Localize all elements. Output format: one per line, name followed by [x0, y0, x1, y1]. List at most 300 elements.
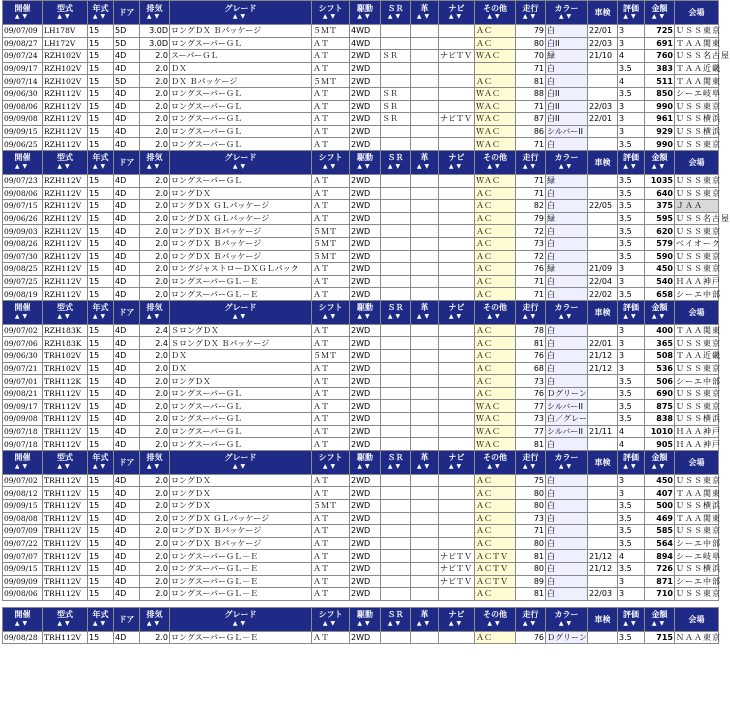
- cell-sr: [381, 588, 411, 601]
- sort-arrows-icon[interactable]: ▲▼: [522, 162, 539, 170]
- sort-arrows-icon[interactable]: ▲▼: [651, 13, 668, 20]
- cell-km: 72: [516, 250, 546, 263]
- cell-year: 15: [88, 37, 114, 50]
- cell-leather: [411, 562, 439, 575]
- cell-sr: [381, 25, 411, 38]
- cell-navi: [439, 275, 475, 288]
- cell-score: 3.5: [618, 562, 645, 575]
- cell-disp: 2.0: [140, 400, 170, 413]
- table-row[interactable]: [3, 75, 719, 88]
- sort-arrows-icon[interactable]: ▲▼: [14, 462, 31, 470]
- sort-arrows-icon[interactable]: ▲▼: [322, 13, 339, 20]
- cell-score: 3.5: [618, 387, 645, 400]
- cell-shift: ５ＭＴ: [312, 250, 350, 263]
- column-header-price[interactable]: [645, 607, 675, 631]
- column-header-model[interactable]: [43, 607, 88, 631]
- sort-arrows-icon[interactable]: ▲▼: [57, 13, 73, 20]
- column-header-date[interactable]: [3, 1, 43, 25]
- cell-year: 15: [88, 174, 114, 187]
- column-header-shift[interactable]: [312, 1, 350, 25]
- table-row[interactable]: [3, 362, 719, 375]
- column-header-navi[interactable]: [439, 607, 475, 631]
- column-header-date[interactable]: [3, 450, 43, 474]
- cell-door: 4D: [114, 337, 140, 350]
- sort-arrows-icon[interactable]: ▲▼: [146, 462, 163, 470]
- column-header-navi[interactable]: [439, 450, 475, 474]
- column-header-hall: [675, 607, 719, 631]
- cell-model: RZH112V: [43, 263, 88, 276]
- cell-leather: [411, 50, 439, 63]
- cell-shift: ＡＴ: [312, 562, 350, 575]
- cell-sr: [381, 387, 411, 400]
- column-header-other[interactable]: [475, 150, 516, 174]
- sort-arrows-icon[interactable]: ▲▼: [522, 462, 539, 470]
- column-label: ナビ: [448, 303, 465, 313]
- column-header-km[interactable]: [516, 1, 546, 25]
- cell-score: 3.5: [618, 500, 645, 513]
- cell-shift: ＡＴ: [312, 87, 350, 100]
- column-header-km[interactable]: [516, 300, 546, 324]
- sort-arrows-icon[interactable]: ▲▼: [92, 312, 109, 320]
- cell-shift: ＡＴ: [312, 400, 350, 413]
- cell-sr: [381, 512, 411, 525]
- cell-year: 15: [88, 225, 114, 238]
- cell-leather: [411, 337, 439, 350]
- sort-arrows-icon[interactable]: ▲▼: [448, 619, 465, 627]
- cell-price: 375: [645, 200, 675, 213]
- sort-arrows-icon[interactable]: ▲▼: [558, 13, 575, 20]
- sort-arrows-icon[interactable]: ▲▼: [14, 162, 31, 170]
- column-header-score[interactable]: [618, 607, 645, 631]
- column-header-disp[interactable]: [140, 300, 170, 324]
- sort-arrows-icon[interactable]: ▲▼: [232, 462, 249, 470]
- column-header-model[interactable]: [43, 450, 88, 474]
- column-header-date[interactable]: [3, 607, 43, 631]
- cell-disp: 2.0: [140, 225, 170, 238]
- sort-arrows-icon[interactable]: ▲▼: [92, 162, 109, 170]
- table-row[interactable]: [3, 550, 719, 563]
- sort-arrows-icon[interactable]: ▲▼: [448, 462, 465, 470]
- cell-year: 15: [88, 87, 114, 100]
- cell-door: 4D: [114, 487, 140, 500]
- column-label: ＳＲ: [387, 303, 404, 313]
- column-header-shift[interactable]: [312, 607, 350, 631]
- column-header-year[interactable]: [88, 300, 114, 324]
- column-header-year[interactable]: [88, 607, 114, 631]
- cell-drive: 2WD: [350, 375, 381, 388]
- column-header-year[interactable]: [88, 450, 114, 474]
- column-header-grade[interactable]: [170, 300, 312, 324]
- table-row[interactable]: [3, 200, 719, 213]
- cell-leather: [411, 288, 439, 301]
- sort-arrows-icon[interactable]: ▲▼: [623, 462, 639, 470]
- table-row[interactable]: [3, 225, 719, 238]
- cell-drive: 2WD: [350, 474, 381, 487]
- cell-inspect: [588, 324, 618, 337]
- table-row[interactable]: [3, 275, 719, 288]
- cell-leather: [411, 550, 439, 563]
- cell-date: 09/09/15: [3, 562, 43, 575]
- cell-sr: ＳＲ: [381, 113, 411, 126]
- cell-other: ＷＡＣ: [475, 100, 516, 113]
- cell-sr: [381, 237, 411, 250]
- cell-km: 73: [516, 413, 546, 426]
- sort-arrows-icon[interactable]: ▲▼: [322, 162, 339, 170]
- column-header-model[interactable]: [43, 300, 88, 324]
- table-row[interactable]: [3, 474, 719, 487]
- column-header-sr[interactable]: [381, 150, 411, 174]
- column-label: 評価: [623, 153, 639, 163]
- column-header-km[interactable]: [516, 150, 546, 174]
- table-row[interactable]: [3, 537, 719, 550]
- cell-year: 15: [88, 400, 114, 413]
- column-header-sr[interactable]: [381, 450, 411, 474]
- cell-other: ＡＣ: [475, 200, 516, 213]
- sort-arrows-icon[interactable]: ▲▼: [357, 162, 373, 170]
- column-header-color[interactable]: [546, 150, 588, 174]
- cell-door: 4D: [114, 100, 140, 113]
- cell-drive: 4WD: [350, 25, 381, 38]
- sort-arrows-icon[interactable]: ▲▼: [387, 162, 404, 170]
- sort-arrows-icon[interactable]: ▲▼: [558, 462, 575, 470]
- cell-sr: [381, 212, 411, 225]
- cell-drive: 2WD: [350, 350, 381, 363]
- sort-arrows-icon[interactable]: ▲▼: [146, 162, 163, 170]
- column-header-score[interactable]: [618, 1, 645, 25]
- sort-arrows-icon[interactable]: ▲▼: [232, 312, 249, 320]
- column-header-color[interactable]: [546, 300, 588, 324]
- column-header-other[interactable]: [475, 607, 516, 631]
- cell-hall: ＵＳＳ東京: [676, 176, 721, 186]
- cell-hall: シーエ岐阜: [676, 89, 721, 99]
- sort-arrows-icon[interactable]: ▲▼: [387, 619, 404, 627]
- sort-arrows-icon[interactable]: ▲▼: [322, 312, 339, 320]
- cell-model: TRH112V: [43, 575, 88, 588]
- table-row[interactable]: [3, 400, 719, 413]
- cell-date: 09/08/19: [3, 288, 43, 301]
- cell-color: 白: [546, 237, 588, 250]
- table-row[interactable]: [3, 237, 719, 250]
- table-row[interactable]: [3, 425, 719, 438]
- cell-price: 620: [645, 225, 675, 238]
- table-row[interactable]: [3, 387, 719, 400]
- column-label: 車検: [594, 614, 611, 624]
- sort-arrows-icon[interactable]: ▲▼: [416, 619, 433, 627]
- table-row[interactable]: [3, 631, 719, 644]
- table-row[interactable]: [3, 174, 719, 187]
- sort-arrows-icon[interactable]: ▲▼: [416, 13, 433, 20]
- table-row[interactable]: [3, 337, 719, 350]
- column-header-disp[interactable]: [140, 1, 170, 25]
- column-label: 駆動: [357, 303, 373, 313]
- cell-score: 3.5: [618, 225, 645, 238]
- cell-other: ＡＣ: [475, 37, 516, 50]
- cell-sr: [381, 337, 411, 350]
- sort-arrows-icon[interactable]: ▲▼: [522, 13, 539, 20]
- column-header-grade[interactable]: [170, 1, 312, 25]
- sort-arrows-icon[interactable]: ▲▼: [623, 13, 639, 20]
- section-gap: [3, 600, 719, 607]
- table-row[interactable]: [3, 350, 719, 363]
- column-header-color[interactable]: [546, 607, 588, 631]
- column-header-leather[interactable]: [411, 300, 439, 324]
- column-header-drive[interactable]: [350, 150, 381, 174]
- cell-price: 365: [645, 337, 675, 350]
- sort-arrows-icon[interactable]: ▲▼: [558, 619, 575, 627]
- sort-arrows-icon[interactable]: ▲▼: [416, 162, 433, 170]
- cell-navi: [439, 37, 475, 50]
- column-header-disp[interactable]: [140, 450, 170, 474]
- sort-arrows-icon[interactable]: ▲▼: [387, 13, 404, 20]
- column-header-score[interactable]: [618, 300, 645, 324]
- cell-color: 白: [546, 350, 588, 363]
- table-row[interactable]: [3, 250, 719, 263]
- cell-inspect: 21/10: [588, 50, 618, 63]
- sort-arrows-icon[interactable]: ▲▼: [92, 619, 109, 627]
- table-row[interactable]: [3, 288, 719, 301]
- column-header-drive[interactable]: [350, 607, 381, 631]
- table-row[interactable]: [3, 138, 719, 151]
- sort-arrows-icon[interactable]: ▲▼: [14, 312, 31, 320]
- column-header-drive[interactable]: [350, 450, 381, 474]
- cell-disp: 2.0: [140, 550, 170, 563]
- cell-navi: [439, 500, 475, 513]
- cell-score: 3: [618, 337, 645, 350]
- sort-arrows-icon[interactable]: ▲▼: [522, 312, 539, 320]
- column-header-price[interactable]: [645, 450, 675, 474]
- sort-arrows-icon[interactable]: ▲▼: [357, 619, 373, 627]
- column-header-km[interactable]: [516, 450, 546, 474]
- cell-leather: [411, 400, 439, 413]
- header-row: [3, 607, 719, 631]
- table-row[interactable]: [3, 263, 719, 276]
- cell-navi: ナビＴＶ: [439, 50, 475, 63]
- sort-arrows-icon[interactable]: ▲▼: [92, 462, 109, 470]
- column-header-other[interactable]: [475, 300, 516, 324]
- cell-model: TRH112V: [43, 387, 88, 400]
- cell-leather: [411, 631, 439, 644]
- cell-navi: [439, 125, 475, 138]
- column-header-disp[interactable]: [140, 150, 170, 174]
- sort-arrows-icon[interactable]: ▲▼: [487, 619, 503, 627]
- sort-arrows-icon[interactable]: ▲▼: [487, 162, 503, 170]
- sort-arrows-icon[interactable]: ▲▼: [146, 312, 163, 320]
- sort-arrows-icon[interactable]: ▲▼: [623, 312, 639, 320]
- cell-grade: ロングＤＸ: [170, 474, 312, 487]
- cell-other: ＡＣ: [475, 187, 516, 200]
- sort-arrows-icon[interactable]: ▲▼: [651, 462, 668, 470]
- sort-arrows-icon[interactable]: ▲▼: [487, 462, 503, 470]
- sort-arrows-icon[interactable]: ▲▼: [558, 162, 575, 170]
- cell-leather: [411, 350, 439, 363]
- column-header-other[interactable]: [475, 1, 516, 25]
- table-row[interactable]: [3, 212, 719, 225]
- column-header-score[interactable]: [618, 150, 645, 174]
- sort-arrows-icon[interactable]: ▲▼: [357, 312, 373, 320]
- cell-inspect: [588, 400, 618, 413]
- column-header-color[interactable]: [546, 1, 588, 25]
- table-row[interactable]: [3, 562, 719, 575]
- column-label: 評価: [623, 453, 639, 463]
- column-header-color[interactable]: [546, 450, 588, 474]
- table-row[interactable]: [3, 87, 719, 100]
- sort-arrows-icon[interactable]: ▲▼: [416, 312, 433, 320]
- cell-model: RZH112V: [43, 174, 88, 187]
- cell-leather: [411, 525, 439, 538]
- table-row[interactable]: [3, 125, 719, 138]
- table-row[interactable]: [3, 413, 719, 426]
- cell-km: 73: [516, 237, 546, 250]
- table-row[interactable]: [3, 487, 719, 500]
- cell-navi: [439, 337, 475, 350]
- sort-arrows-icon[interactable]: ▲▼: [522, 619, 539, 627]
- sort-arrows-icon[interactable]: ▲▼: [623, 619, 639, 627]
- column-header-grade[interactable]: [170, 607, 312, 631]
- cell-score: 3: [618, 263, 645, 276]
- sort-arrows-icon[interactable]: ▲▼: [92, 13, 109, 20]
- sort-arrows-icon[interactable]: ▲▼: [14, 619, 31, 627]
- cell-hall: ＵＳＳ横浜: [676, 414, 721, 424]
- sort-arrows-icon[interactable]: ▲▼: [448, 162, 465, 170]
- cell-date: 09/07/18: [3, 425, 43, 438]
- sort-arrows-icon[interactable]: ▲▼: [487, 312, 503, 320]
- sort-arrows-icon[interactable]: ▲▼: [357, 13, 373, 20]
- cell-inspect: [588, 537, 618, 550]
- sort-arrows-icon[interactable]: ▲▼: [322, 619, 339, 627]
- column-header-model[interactable]: [43, 150, 88, 174]
- column-header-sr[interactable]: [381, 300, 411, 324]
- column-header-shift[interactable]: [312, 450, 350, 474]
- sort-arrows-icon[interactable]: ▲▼: [448, 312, 465, 320]
- table-row[interactable]: [3, 50, 719, 63]
- column-header-year[interactable]: [88, 150, 114, 174]
- column-header-leather[interactable]: [411, 1, 439, 25]
- sort-arrows-icon[interactable]: ▲▼: [232, 619, 249, 627]
- column-header-year[interactable]: [88, 1, 114, 25]
- column-header-date[interactable]: [3, 300, 43, 324]
- table-row[interactable]: [3, 25, 719, 38]
- sort-arrows-icon[interactable]: ▲▼: [357, 462, 373, 470]
- column-header-leather[interactable]: [411, 150, 439, 174]
- column-header-score[interactable]: [618, 450, 645, 474]
- cell-grade: ロングＤＸ Ｂパッケージ: [170, 237, 312, 250]
- sort-arrows-icon[interactable]: ▲▼: [387, 462, 404, 470]
- column-header-sr[interactable]: [381, 607, 411, 631]
- table-row[interactable]: [3, 62, 719, 75]
- table-row[interactable]: [3, 100, 719, 113]
- column-header-price[interactable]: [645, 300, 675, 324]
- cell-drive: 2WD: [350, 631, 381, 644]
- cell-sr: [381, 275, 411, 288]
- cell-score: 4: [618, 425, 645, 438]
- column-label: その他: [483, 3, 507, 13]
- sort-arrows-icon[interactable]: ▲▼: [651, 619, 668, 627]
- sort-arrows-icon[interactable]: ▲▼: [146, 619, 163, 627]
- table-row[interactable]: [3, 525, 719, 538]
- cell-other: ＡＣ: [475, 324, 516, 337]
- column-header-navi[interactable]: [439, 1, 475, 25]
- column-header-disp[interactable]: [140, 607, 170, 631]
- table-row[interactable]: [3, 500, 719, 513]
- column-label: ドア: [118, 157, 135, 167]
- sort-arrows-icon[interactable]: ▲▼: [14, 13, 31, 20]
- cell-door: 4D: [114, 50, 140, 63]
- sort-arrows-icon[interactable]: ▲▼: [57, 619, 73, 627]
- sort-arrows-icon[interactable]: ▲▼: [558, 312, 575, 320]
- column-header-navi[interactable]: [439, 150, 475, 174]
- sort-arrows-icon[interactable]: ▲▼: [487, 13, 503, 20]
- cell-disp: 2.0: [140, 362, 170, 375]
- column-header-leather[interactable]: [411, 607, 439, 631]
- cell-shift: ＡＴ: [312, 550, 350, 563]
- table-row[interactable]: [3, 324, 719, 337]
- sort-arrows-icon[interactable]: ▲▼: [387, 312, 404, 320]
- column-header-price[interactable]: [645, 1, 675, 25]
- cell-score: 3.5: [618, 525, 645, 538]
- cell-drive: 4WD: [350, 37, 381, 50]
- column-header-drive[interactable]: [350, 1, 381, 25]
- column-header-model[interactable]: [43, 1, 88, 25]
- column-header-grade[interactable]: [170, 450, 312, 474]
- cell-leather: [411, 275, 439, 288]
- cell-disp: 2.0: [140, 588, 170, 601]
- sort-arrows-icon[interactable]: ▲▼: [57, 162, 73, 170]
- cell-year: 15: [88, 200, 114, 213]
- table-row[interactable]: [3, 575, 719, 588]
- sort-arrows-icon[interactable]: ▲▼: [651, 162, 668, 170]
- table-row[interactable]: [3, 375, 719, 388]
- column-label: 金額: [651, 3, 668, 13]
- cell-price: 1010: [645, 425, 675, 438]
- sort-arrows-icon[interactable]: ▲▼: [146, 13, 163, 20]
- table-row[interactable]: [3, 588, 719, 601]
- column-header-km[interactable]: [516, 607, 546, 631]
- column-header-navi[interactable]: [439, 300, 475, 324]
- table-row[interactable]: [3, 438, 719, 451]
- cell-disp: 2.4: [140, 324, 170, 337]
- sort-arrows-icon[interactable]: ▲▼: [416, 462, 433, 470]
- sort-arrows-icon[interactable]: ▲▼: [322, 462, 339, 470]
- column-header-grade[interactable]: [170, 150, 312, 174]
- sort-arrows-icon[interactable]: ▲▼: [57, 462, 73, 470]
- sort-arrows-icon[interactable]: ▲▼: [232, 13, 249, 20]
- column-header-shift[interactable]: [312, 300, 350, 324]
- column-header-sr[interactable]: [381, 1, 411, 25]
- table-row[interactable]: [3, 187, 719, 200]
- cell-date: 09/09/15: [3, 500, 43, 513]
- table-row[interactable]: [3, 113, 719, 126]
- column-header-other[interactable]: [475, 450, 516, 474]
- table-row[interactable]: [3, 37, 719, 50]
- column-header-leather[interactable]: [411, 450, 439, 474]
- table-row[interactable]: [3, 512, 719, 525]
- cell-inspect: 21/12: [588, 350, 618, 363]
- sort-arrows-icon[interactable]: ▲▼: [651, 312, 668, 320]
- cell-year: 15: [88, 500, 114, 513]
- cell-score: 3.5: [618, 413, 645, 426]
- column-header-price[interactable]: [645, 150, 675, 174]
- column-header-date[interactable]: [3, 150, 43, 174]
- sort-arrows-icon[interactable]: ▲▼: [232, 162, 249, 170]
- column-header-shift[interactable]: [312, 150, 350, 174]
- sort-arrows-icon[interactable]: ▲▼: [57, 312, 73, 320]
- cell-shift: ＡＴ: [312, 537, 350, 550]
- cell-inspect: 22/02: [588, 288, 618, 301]
- sort-arrows-icon[interactable]: ▲▼: [448, 13, 465, 20]
- sort-arrows-icon[interactable]: ▲▼: [623, 162, 639, 170]
- column-label: シフト: [318, 153, 343, 163]
- column-header-drive[interactable]: [350, 300, 381, 324]
